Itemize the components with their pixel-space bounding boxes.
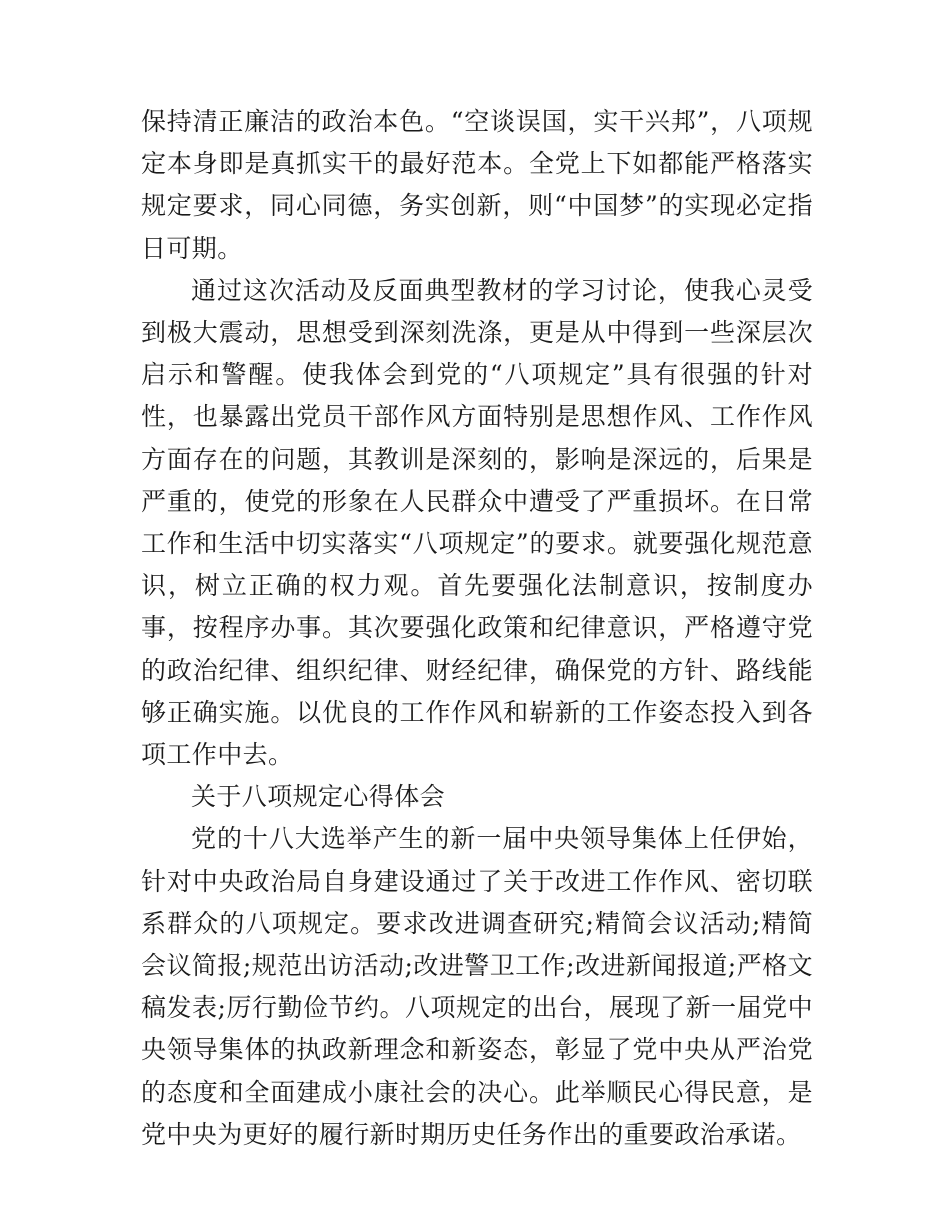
paragraph-reflection: 通过这次活动及反面典型教材的学习讨论，使我心灵受到极大震动，思想受到深刻洗涤，更是从中得到一些深层次启示和警醒。使我体会到党的“八项规定”具有很强的针对性，也暴露出党员干部作风方面特别是思想作风、工作作风方面存在的问题，其教训是深刻的，影响是深远的，后果是严重的，使党的形象在人民群众中遭受了严重损坏。在日常工作和生活中切实落实“八项规定”的要求。就要强化规范意识，树立正确的权力观。首先要强化法制意识，按制度办事，按程序办事。其次要强化政策和纪律意识，严格遵守党的政治纪律、组织纪律、财经纪律，确保党的方针、路线能够正确实施。以优良的工作作风和崭新的工作姿态投入到各项工作中去。 (141, 275, 813, 770)
section-heading: 关于八项规定心得体会 (191, 782, 446, 812)
paragraph-eight-rules: 党的十八大选举产生的新一届中央领导集体上任伊始，针对中央政治局自身建设通过了关于改进工作作风、密切联系群众的八项规定。要求改进调查研究;精简会议活动;精简会议简报;规范出访活动;改进警卫工作;改进新闻报道;严格文稿发表;厉行勤俭节约。八项规定的出台，展现了新一届党中央领导集体的执政新理念和新姿态，彰显了党中央从严治党的态度和全面建成小康社会的决心。此举顺民心得民意，是党中央为更好的履行新时期历史任务作出的重要政治承诺。 (141, 824, 813, 1149)
paragraph-continuation: 保持清正廉洁的政治本色。“空谈误国，实干兴邦”，八项规定本身即是真抓实干的最好范本。全党上下如都能严格落实规定要求，同心同德，务实创新，则“中国梦”的实现必定指日可期。 (141, 107, 813, 263)
document-body (141, 101, 813, 1156)
